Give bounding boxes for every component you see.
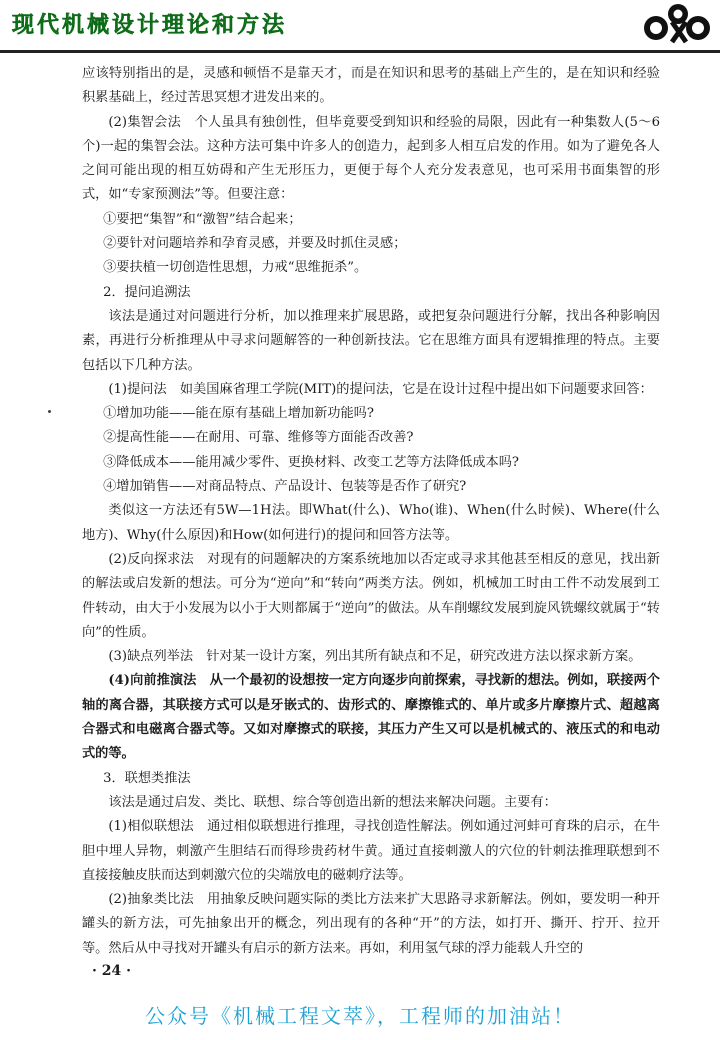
paragraph: 3．联想类推法 (103, 770, 191, 786)
paragraph: (2)反向探求法 对现有的问题解决的方案系统地加以否定或寻求其他甚至相反的意见，找出新的解法或启发新的想法。可分为“逆向”和“转向”两类方法。例如，机械加工时由工件不动发展到工件转动，由大于小发展为以小于大则都属于“逆向”的做法。从车削螺纹发展到旋风铣螺纹就属于“转向”的性质。 (82, 551, 660, 640)
paragraph: ①增加功能——能在原有基础上增加新功能吗? (103, 406, 374, 422)
paragraph: (4)向前推演法 从一个最初的设想按一定方向逐步向前探索，寻找新的想法。例如，联接两个轴的离合器，其联接方式可以是牙嵌式的、齿形式的、摩擦锥式的、单片或多片摩擦片式、超越离合器式和电磁离合器式等。又如对摩擦式的联接，其压力产生又可以是机械式的、液压式的和电动式的等。 (82, 673, 660, 762)
header-divider (0, 50, 720, 53)
page-number: · 24 · (92, 963, 131, 979)
paragraph: ②提高性能——在耐用、可靠、维修等方面能否改善? (103, 430, 414, 446)
paragraph: (3)缺点列举法 针对某一设计方案，列出其所有缺点和不足，研究改进方法以探求新方案。 (108, 649, 642, 665)
paragraph: 类似这一方法还有5W—1H法。即What(什么)、Who(谁)、When(什么时候)、Where(什么地方)、Why(什么原因)和How(如何进行)的提问和回答方法等。 (82, 503, 660, 543)
book-title: 现代机械设计理论和方法 (12, 13, 288, 38)
paragraph: ③要扶植一切创造性思想，力戒“思维扼杀”。 (103, 260, 368, 276)
paragraph: ④增加销售——对商品特点、产品设计、包装等是否作了研究? (103, 479, 467, 495)
paragraph: (2)抽象类比法 用抽象反映问题实际的类比方法来扩大思路寻求新解法。例如，要发明一种开罐头的新方法，可先抽象出开的概念，列出现有的各种“开”的方法，如打开、撕开、拧开、拉开等。然后从中寻找对开罐头有启示的新方法来。再如，利用氢气球的浮力能载人升空的 (82, 892, 660, 956)
paragraph: 2．提问追溯法 (103, 284, 191, 300)
page-header (0, 0, 720, 52)
paragraph: (2)集智会法 个人虽具有独创性，但毕竟要受到知识和经验的局限，因此有一种集数人(5～6个)一起的集智会法。这种方法可集中许多人的创造力，起到多人相互启发的作用。如为了避免各人之间可能出现的相互妨碍和产生无形压力，更便于每个人充分发表意见，也可采用书面集智的形式，如“专家预测法”等。但要注意： (82, 114, 660, 203)
paragraph: ①要把“集智”和“激智”结合起来； (103, 211, 302, 227)
footer-banner: 公众号《机械工程文萃》，工程师的加油站！ (145, 1004, 575, 1028)
publisher-logo-icon (642, 2, 712, 46)
paragraph: 该法是通过对问题进行分析，加以推理来扩展思路，或把复杂问题进行分解，找出各种影响因素，再进行分析推理从中寻求问题解答的一种创新技法。它在思维方面具有逻辑推理的特点。主要包括以下几种方法。 (82, 308, 660, 373)
paragraph: (1)提问法 如美国麻省理工学院(MIT)的提问法，它是在设计过程中提出如下问题要求回答： (108, 381, 653, 397)
paragraph: 该法是通过启发、类比、联想、综合等创造出新的想法来解决问题。主要有： (108, 794, 557, 810)
paragraph: ②要针对问题培养和孕育灵感，并要及时抓住灵感； (103, 236, 407, 252)
paragraph: 应该特别指出的是，灵感和顿悟不是靠天才，而是在知识和思考的基础上产生的，是在知识和经验积累基础上，经过苦思冥想才进发出来的。 (82, 66, 660, 106)
paragraph: ③降低成本——能用减少零件、更换材料、改变工艺等方法降低成本吗? (103, 454, 519, 470)
scan-speck (48, 410, 51, 413)
body-text (82, 62, 660, 961)
paragraph: (1)相似联想法 通过相似联想进行推理，寻找创造性解法。例如通过河蚌可育珠的启示，在牛胆中埋人异物，刺激产生胆结石而得珍贵药材牛黄。通过直接刺激人的穴位的针刺法推理联想到不直接接触皮肤而达到刺激穴位的尖端放电的磁刺疗法等。 (82, 819, 660, 883)
